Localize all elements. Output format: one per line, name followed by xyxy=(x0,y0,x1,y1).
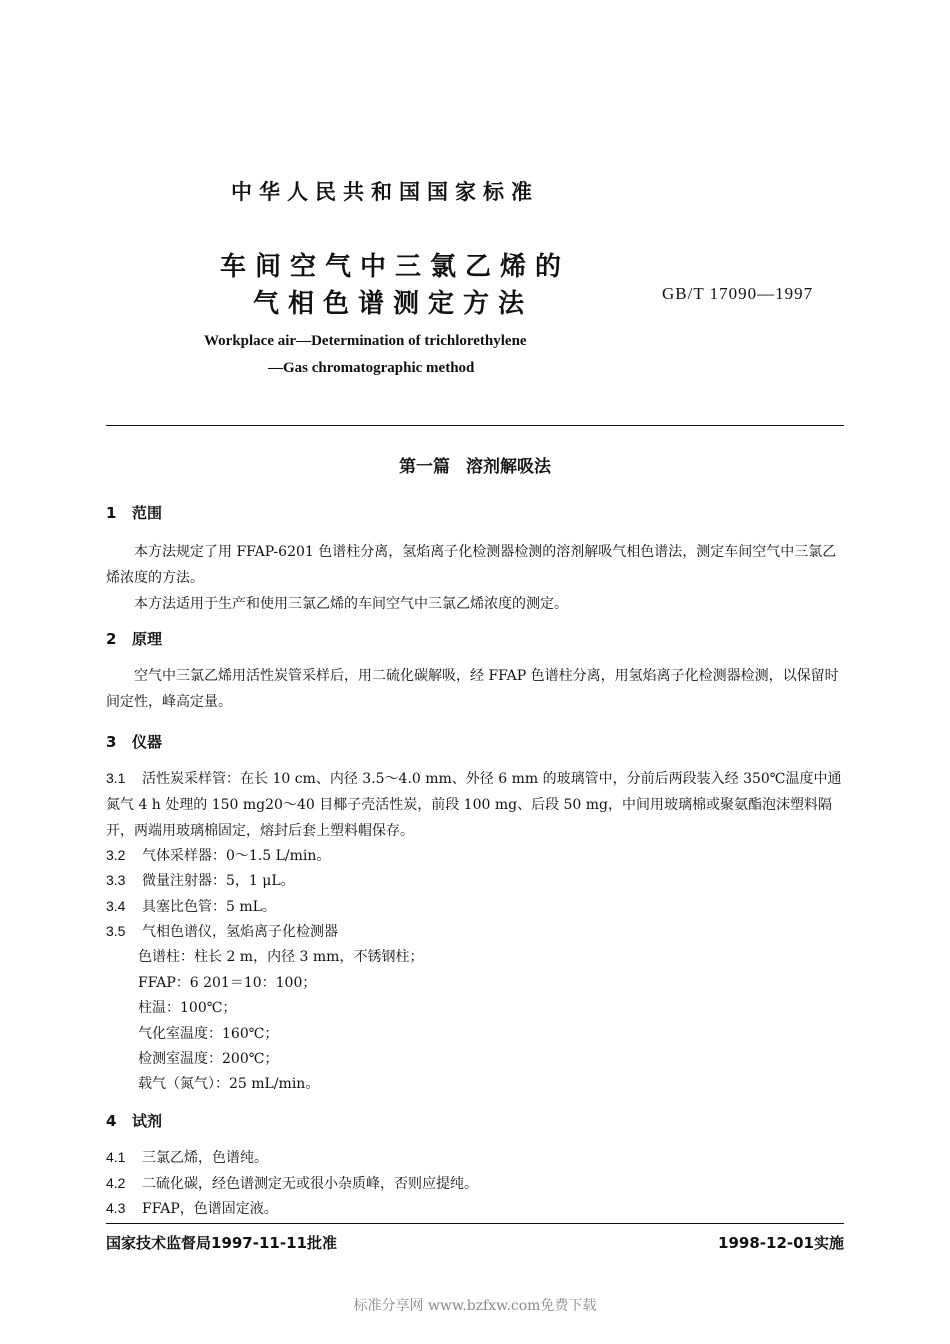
national-standard-heading: 中华人民共和国国家标准 xyxy=(231,180,539,204)
item-3-2 xyxy=(106,842,844,869)
section-title: 试剂 xyxy=(132,1112,163,1130)
item-number: 4.3 xyxy=(106,1200,126,1216)
section-title: 原理 xyxy=(132,630,163,648)
item-number: 3.4 xyxy=(106,898,126,914)
item-3-4 xyxy=(106,893,844,920)
item-number: 4.1 xyxy=(106,1149,126,1165)
item-text: 微量注射器：5，1 μL。 xyxy=(142,873,295,889)
section-number: 3 xyxy=(106,733,117,751)
section-title: 仪器 xyxy=(132,733,163,751)
watermark-text: 标准分享网 www.bzfxw.com免费下载 xyxy=(353,1298,597,1314)
part-heading xyxy=(0,452,950,477)
section-2-paragraph-1: 空气中三氯乙烯用活性炭管采样后，用二硫化碳解吸，经 FFAP 色谱柱分离，用氢焰离子化检测器检测，以保留时间定性，峰高定量。 xyxy=(106,668,839,710)
item-text: 活性炭采样管：在长 10 cm、内径 3.5～4.0 mm、外径 6 mm 的玻璃管中，分前后两段装入经 350℃温度中通氮气 4 h 处理的 150 mg20～40 目椰子壳活性炭，前段 100 mg、后段 50 mg，中间用玻璃棉或聚氨酯泡沫塑料隔开，两端用玻璃棉固定，熔封后套上塑料帽保存。 xyxy=(106,771,842,839)
item-text: 具塞比色管：5 mL。 xyxy=(142,899,276,915)
item-number: 3.3 xyxy=(106,872,126,888)
item-3-1 xyxy=(106,765,844,844)
part-label: 第一篇 xyxy=(399,457,450,477)
item-text: FFAP，色谱固定液。 xyxy=(142,1201,278,1217)
top-divider xyxy=(106,425,844,426)
part-name: 溶剂解吸法 xyxy=(466,457,551,477)
item-text: 气体采样器：0～1.5 L/min。 xyxy=(142,848,331,864)
gc-condition-column: 色谱柱：柱长 2 m，内径 3 mm，不锈钢柱； xyxy=(138,949,424,965)
item-4-3 xyxy=(106,1195,844,1222)
item-number: 4.2 xyxy=(106,1175,126,1191)
document-title-line1: 车间空气中三氯乙烯的 xyxy=(220,252,571,282)
item-4-2 xyxy=(106,1170,844,1197)
section-number: 2 xyxy=(106,630,117,648)
gc-condition-carrier-gas: 载气（氮气）：25 mL/min。 xyxy=(138,1076,320,1092)
document-title-line2: 气相色谱测定方法 xyxy=(253,289,534,319)
item-number: 3.5 xyxy=(106,923,126,939)
section-1-heading xyxy=(106,502,162,523)
item-text: 气相色谱仪，氢焰离子化检测器 xyxy=(142,924,338,940)
section-1-paragraph-2: 本方法适用于生产和使用三氯乙烯的车间空气中三氯乙烯浓度的测定。 xyxy=(134,596,568,612)
item-number: 3.1 xyxy=(106,770,126,786)
effective-date: 1998-12-01实施 xyxy=(718,1234,844,1252)
gc-condition-vaporizer-temp: 气化室温度：160℃； xyxy=(138,1026,279,1042)
item-4-1 xyxy=(106,1144,844,1171)
item-number: 3.2 xyxy=(106,847,126,863)
gc-condition-detector-temp: 检测室温度：200℃； xyxy=(138,1051,279,1067)
standard-number: GB/T 17090—1997 xyxy=(662,284,814,303)
approval-date: 国家技术监督局1997-11-11批准 xyxy=(106,1234,337,1252)
section-4-heading xyxy=(106,1110,162,1131)
section-title: 范围 xyxy=(132,504,163,522)
bottom-divider xyxy=(106,1223,844,1224)
gc-condition-column-temp: 柱温：100℃； xyxy=(138,1000,237,1016)
section-number: 1 xyxy=(106,504,117,522)
item-text: 二硫化碳，经色谱测定无或很小杂质峰，否则应提纯。 xyxy=(142,1176,478,1192)
english-title-line2: —Gas chromatographic method xyxy=(268,360,475,376)
section-2-heading xyxy=(106,628,162,649)
section-1-paragraph-1: 本方法规定了用 FFAP-6201 色谱柱分离，氢焰离子化检测器检测的溶剂解吸气相色谱法，测定车间空气中三氯乙烯浓度的方法。 xyxy=(106,544,837,586)
english-title-line1: Workplace air—Determination of trichlorethylene xyxy=(204,333,527,349)
section-number: 4 xyxy=(106,1112,117,1130)
gc-condition-ffap: FFAP：6 201＝10：100； xyxy=(138,975,317,991)
item-text: 三氯乙烯，色谱纯。 xyxy=(142,1150,268,1166)
section-3-heading xyxy=(106,731,162,752)
item-3-5 xyxy=(106,918,844,945)
item-3-3 xyxy=(106,867,844,894)
